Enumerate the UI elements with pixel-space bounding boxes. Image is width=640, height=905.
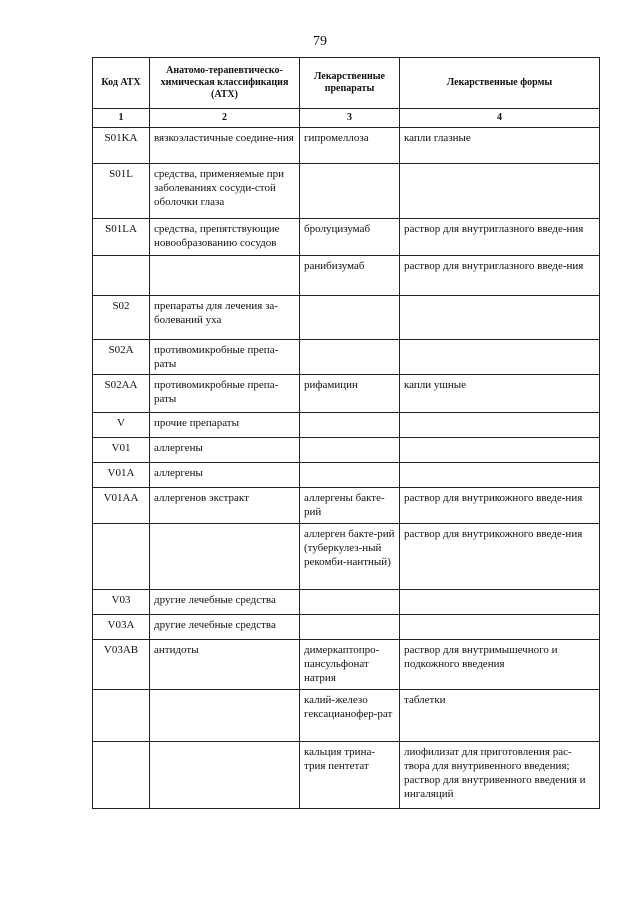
table-row	[93, 413, 600, 438]
form-cell: раствор для внутрикожного введе-ния	[400, 524, 600, 590]
atx-table	[92, 57, 600, 809]
table-row	[93, 690, 600, 742]
atx-code-cell: S02AA	[93, 375, 150, 413]
atx-code-cell: V01A	[93, 463, 150, 488]
drug-cell: бролуцизумаб	[300, 219, 400, 256]
atx-code-cell: V01	[93, 438, 150, 463]
drug-cell: рифамицин	[300, 375, 400, 413]
drug-cell: димеркаптопро-пансульфонат натрия	[300, 640, 400, 690]
classification-cell: другие лечебные средства	[150, 590, 300, 615]
page-number: 79	[313, 34, 327, 49]
form-cell: таблетки	[400, 690, 600, 742]
form-cell: капли ушные	[400, 375, 600, 413]
table-row	[93, 590, 600, 615]
classification-cell	[150, 524, 300, 590]
classification-cell: аллергенов экстракт	[150, 488, 300, 524]
table-row	[93, 340, 600, 375]
atx-code-cell: S02	[93, 296, 150, 340]
drug-cell	[300, 413, 400, 438]
header-code: Код АТХ	[93, 58, 150, 109]
table-row	[93, 256, 600, 296]
atx-code-cell: S01L	[93, 164, 150, 219]
atx-code-cell: S02A	[93, 340, 150, 375]
drug-cell	[300, 164, 400, 219]
form-cell	[400, 463, 600, 488]
column-number: 4	[400, 109, 600, 128]
atx-code-cell	[93, 690, 150, 742]
drug-cell: аллерген бакте-рий (туберкулез-ный рекомби-нантный)	[300, 524, 400, 590]
form-cell	[400, 413, 600, 438]
atx-code-cell	[93, 742, 150, 809]
drug-cell	[300, 438, 400, 463]
drug-cell	[300, 615, 400, 640]
atx-code-cell	[93, 524, 150, 590]
drug-cell: кальция трина-трия пентетат	[300, 742, 400, 809]
form-cell: раствор для внутрикожного введе-ния	[400, 488, 600, 524]
table-row	[93, 463, 600, 488]
table-row	[93, 219, 600, 256]
form-cell	[400, 164, 600, 219]
form-cell: раствор для внутриглазного введе-ния	[400, 256, 600, 296]
table-row	[93, 128, 600, 164]
table-row	[93, 615, 600, 640]
header-classification: Анатомо-терапевтическо-химическая классификация (АТХ)	[150, 58, 300, 109]
form-cell: лиофилизат для приготовления рас-твора для внутривенного введения; раствор для внутривенного введения и ингаляций	[400, 742, 600, 809]
drug-cell	[300, 340, 400, 375]
form-cell: раствор для внутриглазного введе-ния	[400, 219, 600, 256]
table-row	[93, 375, 600, 413]
classification-cell	[150, 256, 300, 296]
drug-cell	[300, 463, 400, 488]
form-cell	[400, 590, 600, 615]
header-drugs: Лекарственные препараты	[300, 58, 400, 109]
column-number: 3	[300, 109, 400, 128]
atx-code-cell	[93, 256, 150, 296]
form-cell	[400, 340, 600, 375]
table-row	[93, 296, 600, 340]
atx-code-cell: V03	[93, 590, 150, 615]
atx-code-cell: S01LA	[93, 219, 150, 256]
drug-cell	[300, 296, 400, 340]
classification-cell: средства, применяемые при заболеваниях сосуди-стой оболочки глаза	[150, 164, 300, 219]
form-cell	[400, 296, 600, 340]
form-cell: раствор для внутримышечного и подкожного введения	[400, 640, 600, 690]
atx-code-cell: V01AA	[93, 488, 150, 524]
atx-code-cell: V03AB	[93, 640, 150, 690]
atx-code-cell: V	[93, 413, 150, 438]
classification-cell: другие лечебные средства	[150, 615, 300, 640]
classification-cell: антидоты	[150, 640, 300, 690]
form-cell: капли глазные	[400, 128, 600, 164]
table-row	[93, 488, 600, 524]
header-row	[93, 58, 600, 109]
column-number: 2	[150, 109, 300, 128]
table-row	[93, 524, 600, 590]
classification-cell	[150, 690, 300, 742]
column-number: 1	[93, 109, 150, 128]
drug-cell: гипромеллоза	[300, 128, 400, 164]
drug-cell: ранибизумаб	[300, 256, 400, 296]
classification-cell: препараты для лечения за-болеваний уха	[150, 296, 300, 340]
atx-code-cell: S01KA	[93, 128, 150, 164]
form-cell	[400, 615, 600, 640]
drug-cell: калий-железо гексацианофер-рат	[300, 690, 400, 742]
form-cell	[400, 438, 600, 463]
classification-cell: противомикробные препа-раты	[150, 340, 300, 375]
column-number-row	[93, 109, 600, 128]
table-row	[93, 742, 600, 809]
table-row	[93, 640, 600, 690]
classification-cell: вязкоэластичные соедине-ния	[150, 128, 300, 164]
header-forms: Лекарственные формы	[400, 58, 600, 109]
classification-cell: средства, препятствующие новообразованию сосудов	[150, 219, 300, 256]
drug-cell	[300, 590, 400, 615]
classification-cell	[150, 742, 300, 809]
classification-cell: аллергены	[150, 463, 300, 488]
classification-cell: противомикробные препа-раты	[150, 375, 300, 413]
atx-code-cell: V03A	[93, 615, 150, 640]
classification-cell: прочие препараты	[150, 413, 300, 438]
classification-cell: аллергены	[150, 438, 300, 463]
table-row	[93, 438, 600, 463]
table-row	[93, 164, 600, 219]
drug-cell: аллергены бакте-рий	[300, 488, 400, 524]
table-body	[93, 128, 600, 809]
